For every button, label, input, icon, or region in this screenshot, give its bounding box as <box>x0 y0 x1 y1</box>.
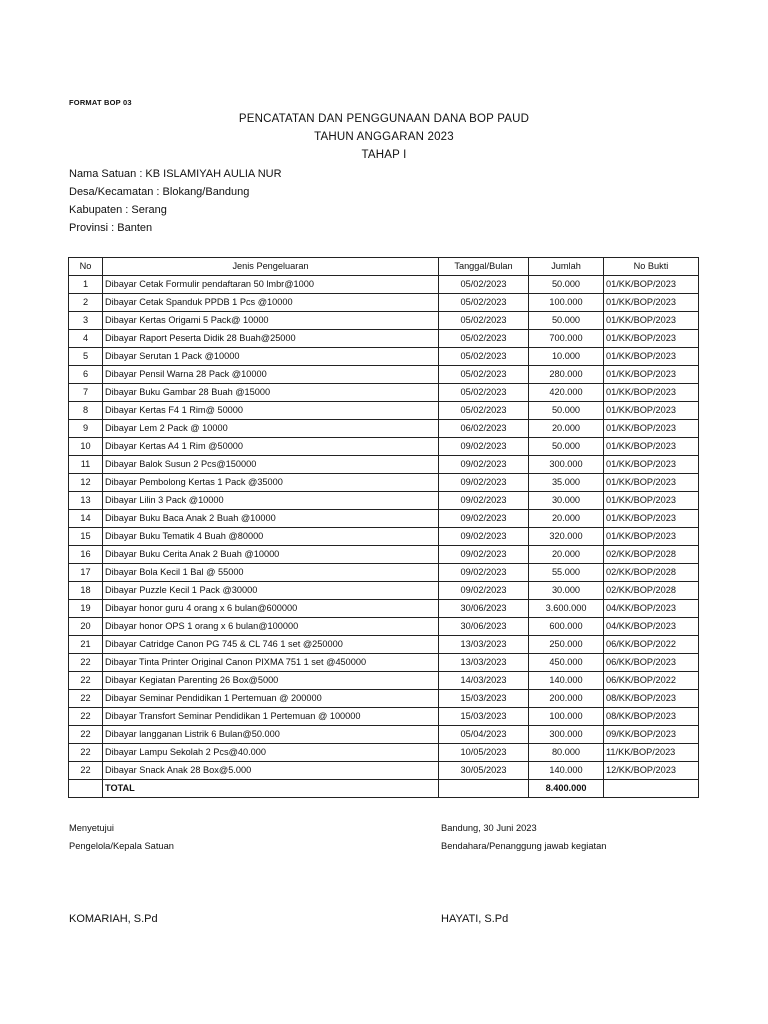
table-row <box>69 744 699 762</box>
row-no: 6 <box>69 366 103 384</box>
row-no: 11 <box>69 456 103 474</box>
row-amount: 35.000 <box>529 474 604 492</box>
row-date: 05/04/2023 <box>439 726 529 744</box>
row-date: 09/02/2023 <box>439 528 529 546</box>
village-district: Desa/Kecamatan : Blokang/Bandung <box>69 186 250 198</box>
table-row <box>69 546 699 564</box>
row-no: 22 <box>69 672 103 690</box>
row-amount: 20.000 <box>529 510 604 528</box>
left-signatory-name: KOMARIAH, S.Pd <box>69 913 158 925</box>
row-receipt-no: 01/KK/BOP/2023 <box>604 366 699 384</box>
row-description: Dibayar Pensil Warna 28 Pack @10000 <box>103 366 439 384</box>
table-row <box>69 492 699 510</box>
row-description: Dibayar Serutan 1 Pack @10000 <box>103 348 439 366</box>
table-row <box>69 564 699 582</box>
row-date: 10/05/2023 <box>439 744 529 762</box>
row-receipt-no: 02/KK/BOP/2028 <box>604 546 699 564</box>
row-no: 19 <box>69 600 103 618</box>
row-date: 09/02/2023 <box>439 474 529 492</box>
row-amount: 50.000 <box>529 438 604 456</box>
row-description: Dibayar Catridge Canon PG 745 & CL 746 1 set @250000 <box>103 636 439 654</box>
table-row <box>69 366 699 384</box>
row-amount: 140.000 <box>529 762 604 780</box>
row-receipt-no: 01/KK/BOP/2023 <box>604 384 699 402</box>
row-amount: 300.000 <box>529 726 604 744</box>
row-description: Dibayar Bola Kecil 1 Bal @ 55000 <box>103 564 439 582</box>
row-no: 22 <box>69 654 103 672</box>
row-date: 05/02/2023 <box>439 294 529 312</box>
row-description: Dibayar Buku Baca Anak 2 Buah @10000 <box>103 510 439 528</box>
row-description: Dibayar Seminar Pendidikan 1 Pertemuan @ 200000 <box>103 690 439 708</box>
right-role: Bendahara/Penanggung jawab kegiatan <box>441 841 607 851</box>
row-description: Dibayar Lilin 3 Pack @10000 <box>103 492 439 510</box>
table-row <box>69 762 699 780</box>
row-amount: 140.000 <box>529 672 604 690</box>
header-date: Tanggal/Bulan <box>439 258 529 276</box>
row-receipt-no: 01/KK/BOP/2023 <box>604 456 699 474</box>
row-description: Dibayar Snack Anak 28 Box@5.000 <box>103 762 439 780</box>
row-amount: 80.000 <box>529 744 604 762</box>
table-row <box>69 348 699 366</box>
row-amount: 450.000 <box>529 654 604 672</box>
row-receipt-no: 01/KK/BOP/2023 <box>604 474 699 492</box>
row-receipt-no: 01/KK/BOP/2023 <box>604 348 699 366</box>
row-amount: 50.000 <box>529 402 604 420</box>
row-date: 15/03/2023 <box>439 690 529 708</box>
row-receipt-no: 06/KK/BOP/2022 <box>604 672 699 690</box>
header-receipt-no: No Bukti <box>604 258 699 276</box>
row-no: 4 <box>69 330 103 348</box>
row-description: Dibayar Lem 2 Pack @ 10000 <box>103 420 439 438</box>
row-no: 10 <box>69 438 103 456</box>
row-date: 09/02/2023 <box>439 492 529 510</box>
row-date: 05/02/2023 <box>439 330 529 348</box>
table-row <box>69 474 699 492</box>
row-receipt-no: 01/KK/BOP/2023 <box>604 528 699 546</box>
row-amount: 10.000 <box>529 348 604 366</box>
row-receipt-no: 08/KK/BOP/2023 <box>604 690 699 708</box>
row-receipt-no: 08/KK/BOP/2023 <box>604 708 699 726</box>
row-description: Dibayar Puzzle Kecil 1 Pack @30000 <box>103 582 439 600</box>
total-ref-cell <box>604 780 699 798</box>
row-receipt-no: 04/KK/BOP/2023 <box>604 600 699 618</box>
row-date: 05/02/2023 <box>439 348 529 366</box>
row-no: 22 <box>69 708 103 726</box>
row-description: Dibayar Buku Gambar 28 Buah @15000 <box>103 384 439 402</box>
row-date: 09/02/2023 <box>439 510 529 528</box>
row-receipt-no: 01/KK/BOP/2023 <box>604 438 699 456</box>
row-amount: 200.000 <box>529 690 604 708</box>
row-date: 09/02/2023 <box>439 546 529 564</box>
row-amount: 320.000 <box>529 528 604 546</box>
format-code: FORMAT BOP 03 <box>69 98 132 107</box>
phase-title: TAHAP I <box>361 149 407 161</box>
row-receipt-no: 02/KK/BOP/2028 <box>604 564 699 582</box>
row-date: 06/02/2023 <box>439 420 529 438</box>
row-no: 7 <box>69 384 103 402</box>
row-description: Dibayar Balok Susun 2 Pcs@150000 <box>103 456 439 474</box>
table-row <box>69 636 699 654</box>
row-receipt-no: 06/KK/BOP/2023 <box>604 654 699 672</box>
row-description: Dibayar honor OPS 1 orang x 6 bulan@100000 <box>103 618 439 636</box>
row-receipt-no: 01/KK/BOP/2023 <box>604 330 699 348</box>
row-description: Dibayar Kertas A4 1 Rim @50000 <box>103 438 439 456</box>
table-row <box>69 294 699 312</box>
row-description: Dibayar Tinta Printer Original Canon PIXMA 751 1 set @450000 <box>103 654 439 672</box>
row-amount: 100.000 <box>529 294 604 312</box>
row-date: 05/02/2023 <box>439 276 529 294</box>
expense-table <box>68 257 699 798</box>
row-receipt-no: 01/KK/BOP/2023 <box>604 312 699 330</box>
row-amount: 50.000 <box>529 312 604 330</box>
row-description: Dibayar Cetak Formulir pendaftaran 50 lmbr@1000 <box>103 276 439 294</box>
row-no: 22 <box>69 690 103 708</box>
row-no: 14 <box>69 510 103 528</box>
row-amount: 280.000 <box>529 366 604 384</box>
table-row <box>69 456 699 474</box>
row-no: 20 <box>69 618 103 636</box>
row-amount: 55.000 <box>529 564 604 582</box>
row-date: 05/02/2023 <box>439 312 529 330</box>
row-date: 15/03/2023 <box>439 708 529 726</box>
row-no: 12 <box>69 474 103 492</box>
row-receipt-no: 02/KK/BOP/2028 <box>604 582 699 600</box>
left-role: Pengelola/Kepala Satuan <box>69 841 174 851</box>
province: Provinsi : Banten <box>69 222 153 234</box>
row-date: 09/02/2023 <box>439 582 529 600</box>
row-description: Dibayar honor guru 4 orang x 6 bulan@600000 <box>103 600 439 618</box>
row-receipt-no: 12/KK/BOP/2023 <box>604 762 699 780</box>
row-description: Dibayar Transfort Seminar Pendidikan 1 Pertemuan @ 100000 <box>103 708 439 726</box>
table-row <box>69 582 699 600</box>
row-receipt-no: 01/KK/BOP/2023 <box>604 276 699 294</box>
table-header-row <box>69 258 699 276</box>
row-description: Dibayar Lampu Sekolah 2 Pcs@40.000 <box>103 744 439 762</box>
row-receipt-no: 01/KK/BOP/2023 <box>604 510 699 528</box>
row-date: 14/03/2023 <box>439 672 529 690</box>
row-no: 17 <box>69 564 103 582</box>
row-amount: 20.000 <box>529 546 604 564</box>
row-date: 13/03/2023 <box>439 654 529 672</box>
header-description: Jenis Pengeluaran <box>103 258 439 276</box>
unit-name: Nama Satuan : KB ISLAMIYAH AULIA NUR <box>69 168 282 180</box>
table-row <box>69 510 699 528</box>
row-no: 22 <box>69 744 103 762</box>
row-amount: 420.000 <box>529 384 604 402</box>
row-receipt-no: 11/KK/BOP/2023 <box>604 744 699 762</box>
row-no: 16 <box>69 546 103 564</box>
table-row <box>69 330 699 348</box>
right-signatory-name: HAYATI, S.Pd <box>441 913 509 925</box>
row-no: 2 <box>69 294 103 312</box>
table-row <box>69 726 699 744</box>
row-description: Dibayar Buku Tematik 4 Buah @80000 <box>103 528 439 546</box>
table-row <box>69 312 699 330</box>
row-amount: 30.000 <box>529 492 604 510</box>
row-amount: 20.000 <box>529 420 604 438</box>
row-no: 21 <box>69 636 103 654</box>
table-row <box>69 708 699 726</box>
row-no: 8 <box>69 402 103 420</box>
row-receipt-no: 01/KK/BOP/2023 <box>604 402 699 420</box>
row-amount: 100.000 <box>529 708 604 726</box>
table-row <box>69 654 699 672</box>
row-description: Dibayar Kertas F4 1 Rim@ 50000 <box>103 402 439 420</box>
row-description: Dibayar Buku Cerita Anak 2 Buah @10000 <box>103 546 439 564</box>
row-amount: 30.000 <box>529 582 604 600</box>
row-date: 09/02/2023 <box>439 456 529 474</box>
row-description: Dibayar Raport Peserta Didik 28 Buah@25000 <box>103 330 439 348</box>
row-receipt-no: 06/KK/BOP/2022 <box>604 636 699 654</box>
document-title: PENCATATAN DAN PENGGUNAAN DANA BOP PAUD <box>238 113 530 125</box>
row-amount: 600.000 <box>529 618 604 636</box>
table-row <box>69 384 699 402</box>
total-label: TOTAL <box>103 780 439 798</box>
row-no: 1 <box>69 276 103 294</box>
approval-label: Menyetujui <box>69 823 114 833</box>
row-amount: 700.000 <box>529 330 604 348</box>
row-no: 18 <box>69 582 103 600</box>
header-no: No <box>69 258 103 276</box>
table-row <box>69 420 699 438</box>
row-receipt-no: 01/KK/BOP/2023 <box>604 492 699 510</box>
total-no-cell <box>69 780 103 798</box>
row-receipt-no: 01/KK/BOP/2023 <box>604 294 699 312</box>
row-description: Dibayar Pembolong Kertas 1 Pack @35000 <box>103 474 439 492</box>
row-no: 13 <box>69 492 103 510</box>
row-date: 09/02/2023 <box>439 438 529 456</box>
row-date: 30/06/2023 <box>439 600 529 618</box>
row-description: Dibayar Cetak Spanduk PPDB 1 Pcs @10000 <box>103 294 439 312</box>
row-amount: 250.000 <box>529 636 604 654</box>
row-date: 05/02/2023 <box>439 384 529 402</box>
row-amount: 3.600.000 <box>529 600 604 618</box>
table-row <box>69 528 699 546</box>
table-row <box>69 618 699 636</box>
table-row <box>69 672 699 690</box>
row-receipt-no: 01/KK/BOP/2023 <box>604 420 699 438</box>
total-amount: 8.400.000 <box>529 780 604 798</box>
table-row <box>69 690 699 708</box>
row-receipt-no: 04/KK/BOP/2023 <box>604 618 699 636</box>
table-row <box>69 438 699 456</box>
row-no: 15 <box>69 528 103 546</box>
row-date: 05/02/2023 <box>439 402 529 420</box>
total-row <box>69 780 699 798</box>
table-row <box>69 402 699 420</box>
row-date: 09/02/2023 <box>439 564 529 582</box>
row-no: 22 <box>69 726 103 744</box>
row-amount: 300.000 <box>529 456 604 474</box>
row-amount: 50.000 <box>529 276 604 294</box>
row-description: Dibayar Kegiatan Parenting 26 Box@5000 <box>103 672 439 690</box>
row-no: 22 <box>69 762 103 780</box>
fiscal-year-title: TAHUN ANGGARAN 2023 <box>314 131 454 143</box>
place-date: Bandung, 30 Juni 2023 <box>441 823 537 833</box>
header-amount: Jumlah <box>529 258 604 276</box>
row-receipt-no: 09/KK/BOP/2023 <box>604 726 699 744</box>
row-date: 30/06/2023 <box>439 618 529 636</box>
table-row <box>69 600 699 618</box>
table-row <box>69 276 699 294</box>
row-description: Dibayar langganan Listrik 6 Bulan@50.000 <box>103 726 439 744</box>
row-no: 9 <box>69 420 103 438</box>
row-date: 13/03/2023 <box>439 636 529 654</box>
row-no: 5 <box>69 348 103 366</box>
regency: Kabupaten : Serang <box>69 204 167 216</box>
row-date: 30/05/2023 <box>439 762 529 780</box>
row-description: Dibayar Kertas Origami 5 Pack@ 10000 <box>103 312 439 330</box>
total-date-cell <box>439 780 529 798</box>
row-date: 05/02/2023 <box>439 366 529 384</box>
row-no: 3 <box>69 312 103 330</box>
